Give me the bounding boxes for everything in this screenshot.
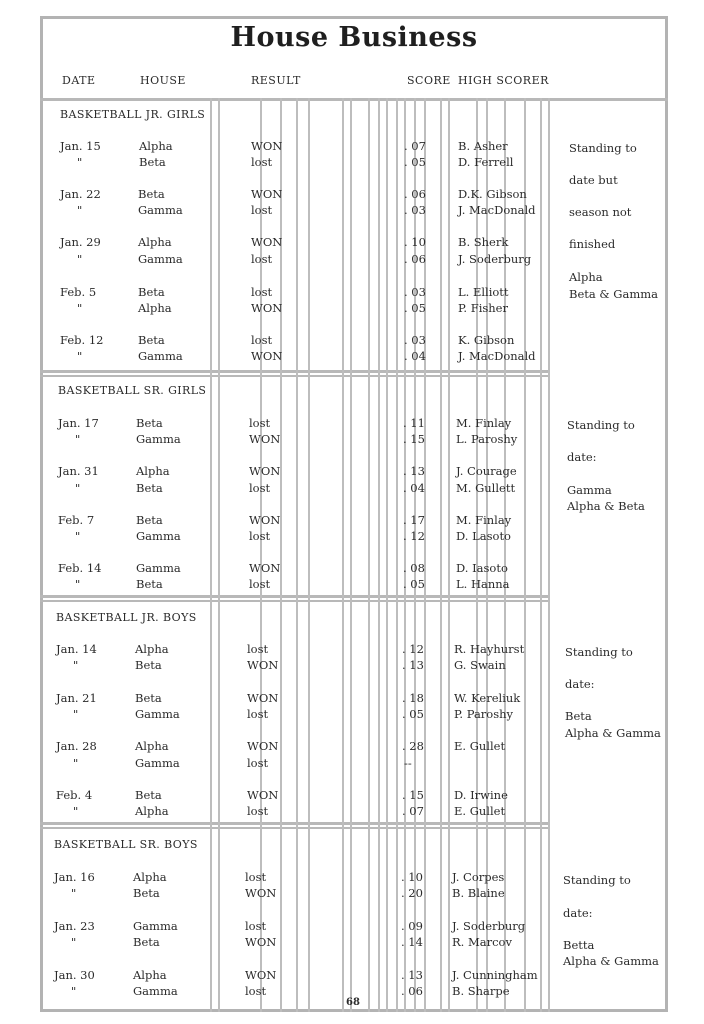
table-row-score: . 11 [403,416,425,430]
standing-note: Beta & Gamma [569,287,658,301]
table-row-result: WON [245,886,277,900]
table-row-date: " [71,935,77,949]
standing-note: Alpha & Beta [567,499,645,513]
table-row-house: Gamma [138,203,183,217]
column-rule [386,98,388,1012]
table-row-date: Jan. 21 [56,691,97,705]
table-row-date: " [77,301,83,315]
standing-note: date: [565,677,595,691]
table-row-score: . 06 [404,252,426,266]
table-row-scorer: K. Gibson [458,333,515,347]
table-row-result: WON [247,788,279,802]
column-rule [440,98,442,1012]
table-row-date: Jan. 17 [58,416,99,430]
table-row-house: Alpha [135,804,169,818]
table-row-score: . 13 [402,658,424,672]
standing-note: Betta [563,938,595,952]
table-row-result: WON [251,235,283,249]
table-row-house: Beta [138,187,165,201]
table-row-score: -- [404,756,412,770]
table-row-scorer: J. Corpes [452,870,505,884]
table-row-scorer: M. Finlay [456,416,512,430]
table-row-scorer: G. Swain [454,658,506,672]
table-row-score: . 06 [401,984,423,998]
table-row-scorer: R. Hayhurst [454,642,525,656]
table-row-scorer: D. Iasoto [456,561,508,575]
table-row-date: Feb. 14 [58,561,102,575]
standing-note: finished [569,237,616,251]
table-row-score: . 07 [404,139,426,153]
table-row-date: Feb. 7 [58,513,95,527]
table-row-result: lost [251,285,273,299]
table-row-house: Gamma [133,984,178,998]
table-row-date: " [73,658,79,672]
table-row-house: Gamma [136,529,181,543]
table-row-scorer: L. Hanna [456,577,510,591]
table-row-scorer: J. MacDonald [458,349,536,363]
table-row-score: . 03 [404,203,426,217]
table-row-scorer: J. Courage [456,464,517,478]
table-row-score: . 20 [401,886,423,900]
table-row-house: Alpha [133,870,167,884]
page-frame [40,16,668,1012]
table-row-score: . 09 [401,919,423,933]
table-row-score: . 12 [402,642,424,656]
table-row-result: lost [249,481,271,495]
table-row-scorer: B. Sherk [458,235,509,249]
table-row-house: Beta [135,658,162,672]
column-rule [524,98,526,1012]
table-row-date: " [77,349,83,363]
table-row-result: lost [249,416,271,430]
table-row-scorer: J. Cunningham [452,968,538,982]
table-row-date: " [75,432,81,446]
table-row-result: lost [247,707,269,721]
table-row-score: . 06 [404,187,426,201]
table-row-score: . 17 [403,513,425,527]
standing-note: Beta [565,709,592,723]
table-row-scorer: P. Fisher [458,301,508,315]
standing-note: date but [569,173,618,187]
table-row-house: Gamma [136,432,181,446]
standing-note: date: [563,906,593,920]
section-rule-3 [40,822,550,825]
section-rule-1b [40,375,550,377]
table-row-date: " [73,707,79,721]
page-number: 68 [346,997,360,1008]
table-row-house: Beta [138,285,165,299]
table-row-house: Alpha [138,301,172,315]
table-row-house: Beta [136,513,163,527]
table-row-date: Jan. 22 [60,187,101,201]
header-rule [40,98,668,101]
table-row-result: WON [251,301,283,315]
table-row-date: Jan. 15 [60,139,101,153]
table-row-result: lost [251,333,273,347]
table-row-date: Feb. 12 [60,333,104,347]
section-title: BASKETBALL SR. GIRLS [58,384,207,397]
column-header-house: HOUSE [140,74,186,87]
table-row-scorer: B. Asher [458,139,508,153]
table-row-result: WON [245,968,277,982]
table-row-scorer: E. Gullet [454,804,506,818]
table-row-score: . 05 [404,155,426,169]
table-row-scorer: W. Kereliuk [454,691,521,705]
page-title: House Business [230,22,478,53]
standing-note: Alpha & Gamma [563,954,659,968]
section-rule-2 [40,595,550,598]
table-row-scorer: D.K. Gibson [458,187,527,201]
table-row-date: " [71,886,77,900]
table-row-result: WON [249,561,281,575]
table-row-score: . 04 [404,349,426,363]
standing-note: Standing to [569,141,637,155]
column-rule [350,98,352,1012]
table-row-scorer: J. MacDonald [458,203,536,217]
table-row-score: . 05 [404,301,426,315]
table-row-score: . 05 [403,577,425,591]
table-row-score: . 12 [403,529,425,543]
section-title: BASKETBALL JR. BOYS [56,611,197,624]
table-row-score: . 18 [402,691,424,705]
column-rule [548,98,550,1012]
table-row-result: WON [249,513,281,527]
table-row-house: Alpha [135,642,169,656]
table-row-result: lost [245,984,267,998]
table-row-house: Alpha [136,464,170,478]
table-row-date: " [77,252,83,266]
table-row-result: WON [249,464,281,478]
column-rule [210,98,212,1012]
column-rule [540,98,542,1012]
standing-note: Alpha & Gamma [565,726,661,740]
table-row-date: Jan. 29 [60,235,101,249]
standing-note: date: [567,450,597,464]
table-row-scorer: M. Finlay [456,513,512,527]
table-row-house: Beta [136,577,163,591]
table-row-result: WON [251,187,283,201]
column-rule [448,98,450,1012]
column-rule [396,98,398,1012]
table-row-result: lost [245,870,267,884]
column-header-score: SCORE [407,74,451,87]
column-rule [378,98,380,1012]
column-header-date: DATE [62,74,96,87]
table-row-scorer: D. Ferrell [458,155,514,169]
table-row-result: lost [249,529,271,543]
table-row-scorer: M. Gullett [456,481,516,495]
table-row-result: lost [247,642,269,656]
table-row-house: Beta [136,481,163,495]
standing-note: Gamma [567,483,612,497]
table-row-result: WON [245,935,277,949]
table-row-house: Beta [133,886,160,900]
table-row-house: Alpha [133,968,167,982]
table-row-scorer: P. Paroshy [454,707,514,721]
column-rule [342,98,344,1012]
table-row-result: WON [247,691,279,705]
standing-note: Standing to [563,873,631,887]
column-header-high-scorer: HIGH SCORER [458,74,549,87]
table-row-scorer: R. Marcov [452,935,512,949]
table-row-date: Jan. 14 [56,642,97,656]
section-title: BASKETBALL SR. BOYS [54,838,198,851]
column-rule [218,98,220,1012]
column-header-result: RESULT [251,74,301,87]
table-row-scorer: L. Paroshy [456,432,518,446]
table-row-result: WON [251,139,283,153]
table-row-result: WON [247,658,279,672]
table-row-score: . 14 [401,935,423,949]
table-row-scorer: B. Sharpe [452,984,510,998]
standing-note: Standing to [565,645,633,659]
table-row-house: Beta [138,333,165,347]
table-row-house: Gamma [135,756,180,770]
table-row-score: . 10 [404,235,426,249]
table-row-result: WON [251,349,283,363]
table-row-date: " [73,756,79,770]
table-row-result: lost [247,804,269,818]
table-row-date: " [77,203,83,217]
column-rule [368,98,370,1012]
table-row-date: Feb. 4 [56,788,93,802]
table-row-date: " [75,577,81,591]
table-row-score: . 04 [403,481,425,495]
section-rule-3b [40,827,550,829]
table-row-score: . 15 [402,788,424,802]
standing-note: Alpha [569,270,603,284]
table-row-date: " [75,481,81,495]
table-row-date: Jan. 30 [54,968,95,982]
table-row-date: " [75,529,81,543]
table-row-house: Gamma [133,919,178,933]
section-rule-2b [40,600,550,602]
table-row-scorer: J. Soderburg [458,252,532,266]
table-row-house: Alpha [139,139,173,153]
table-row-result: lost [251,203,273,217]
table-row-score: . 13 [401,968,423,982]
table-row-score: . 03 [404,333,426,347]
table-row-house: Alpha [135,739,169,753]
table-row-score: . 15 [403,432,425,446]
table-row-date: Jan. 31 [58,464,99,478]
table-row-scorer: L. Elliott [458,285,509,299]
section-title: BASKETBALL JR. GIRLS [60,108,206,121]
table-row-score: . 03 [404,285,426,299]
standing-note: Standing to [567,418,635,432]
table-row-score: . 07 [402,804,424,818]
section-rule-1 [40,370,550,373]
table-row-result: lost [251,252,273,266]
table-row-house: Gamma [138,349,183,363]
table-row-house: Gamma [138,252,183,266]
table-row-score: . 05 [402,707,424,721]
table-row-score: . 13 [403,464,425,478]
table-row-date: Jan. 23 [54,919,95,933]
table-row-house: Alpha [138,235,172,249]
table-row-result: lost [245,919,267,933]
table-row-house: Gamma [136,561,181,575]
table-row-date: Jan. 28 [56,739,97,753]
table-row-score: . 28 [402,739,424,753]
standing-note: season not [569,205,632,219]
table-row-house: Gamma [135,707,180,721]
table-row-house: Beta [136,416,163,430]
column-rule [296,98,298,1012]
table-row-result: lost [251,155,273,169]
table-row-result: WON [249,432,281,446]
table-row-date: Jan. 16 [54,870,95,884]
table-row-house: Beta [139,155,166,169]
table-row-scorer: J. Soderburg [452,919,526,933]
table-row-house: Beta [133,935,160,949]
table-row-scorer: D. Lasoto [456,529,511,543]
table-row-score: . 10 [401,870,423,884]
table-row-result: WON [247,739,279,753]
table-row-date: Feb. 5 [60,285,97,299]
table-row-date: " [73,804,79,818]
column-rule [308,98,310,1012]
table-row-result: lost [247,756,269,770]
table-row-date: " [71,984,77,998]
table-row-date: " [77,155,83,169]
table-row-house: Beta [135,691,162,705]
table-row-scorer: D. Irwine [454,788,508,802]
table-row-scorer: B. Blaine [452,886,505,900]
table-row-score: . 08 [403,561,425,575]
table-row-scorer: E. Gullet [454,739,506,753]
table-row-house: Beta [135,788,162,802]
table-row-result: lost [249,577,271,591]
